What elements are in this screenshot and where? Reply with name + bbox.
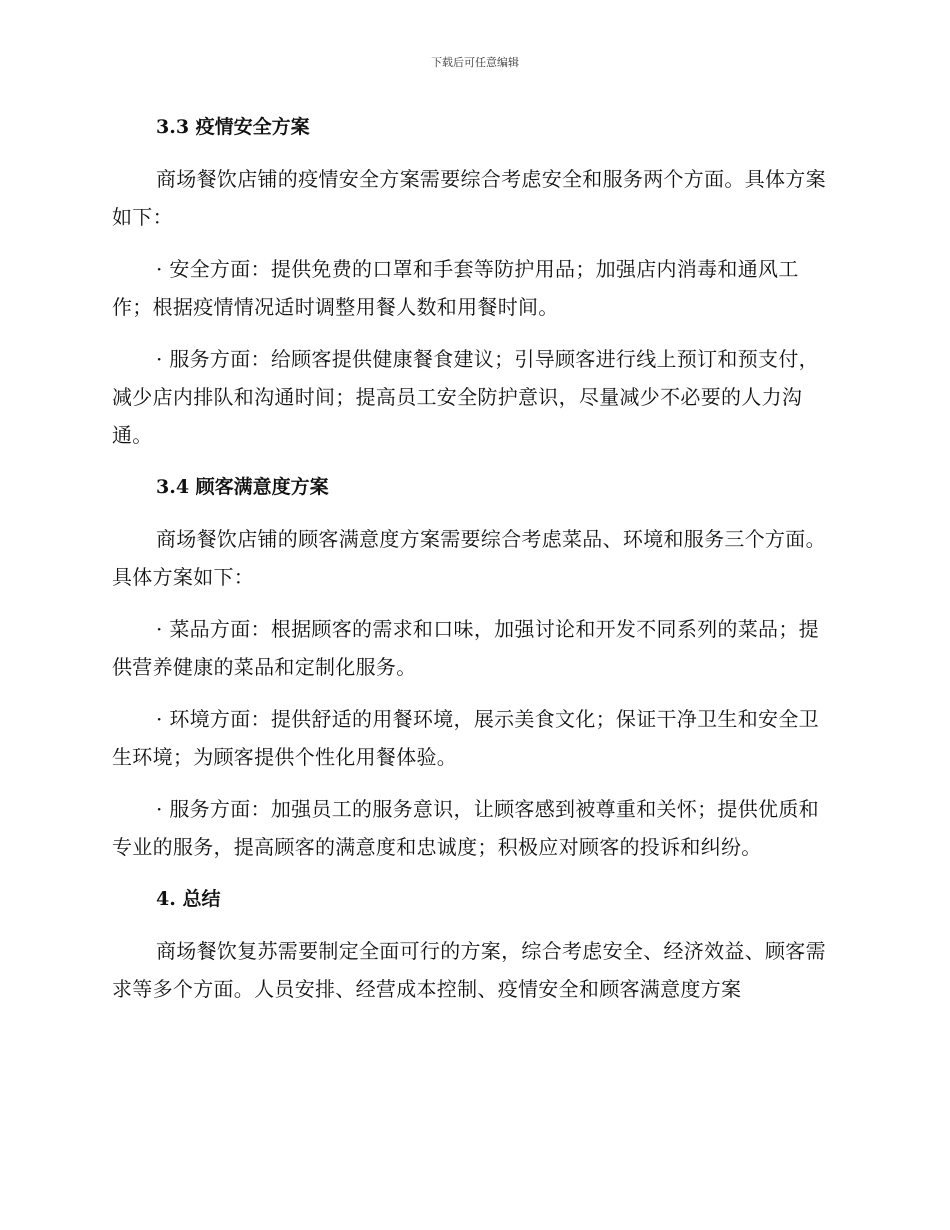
section-3-4-intro: 商场餐饮店铺的顾客满意度方案需要综合考虑菜品、环境和服务三个方面。具体方案如下： — [112, 527, 826, 589]
section-3-3-item-safety: · 安全方面：提供免费的口罩和手套等防护用品；加强店内消毒和通风工作；根据疫情情况适时调整用餐人数和用餐时间。 — [112, 257, 799, 319]
section-3-3-intro: 商场餐饮店铺的疫情安全方案需要综合考虑安全和服务两个方面。具体方案如下： — [112, 167, 826, 229]
page-header: 下载后可任意编辑 — [431, 56, 519, 69]
section-3-4-item-dishes: · 菜品方面：根据顾客的需求和口味，加强讨论和开发不同系列的菜品；提供营养健康的菜品和定制化服务。 — [112, 617, 819, 679]
section-heading-3-4: 3.4 顾客满意度方案 — [156, 476, 329, 498]
section-4-body: 商场餐饮复苏需要制定全面可行的方案，综合考虑安全、经济效益、顾客需求等多个方面。人员安排、经营成本控制、疫情安全和顾客满意度方案 — [112, 939, 826, 1001]
section-3-3-item-service: · 服务方面：给顾客提供健康餐食建议；引导顾客进行线上预订和预支付，减少店内排队和沟通时间；提高员工安全防护意识，尽量减少不必要的人力沟通。 — [112, 347, 819, 447]
section-3-4-item-service: · 服务方面：加强员工的服务意识，让顾客感到被尊重和关怀；提供优质和专业的服务，提高顾客的满意度和忠诚度；积极应对顾客的投诉和纠纷。 — [112, 797, 819, 859]
section-heading-3-3: 3.3 疫情安全方案 — [156, 116, 310, 138]
document-body — [112, 108, 834, 1022]
section-3-4-item-environment: · 环境方面：提供舒适的用餐环境，展示美食文化；保证干净卫生和安全卫生环境；为顾客提供个性化用餐体验。 — [112, 707, 819, 769]
section-heading-4: 4. 总结 — [156, 888, 221, 910]
